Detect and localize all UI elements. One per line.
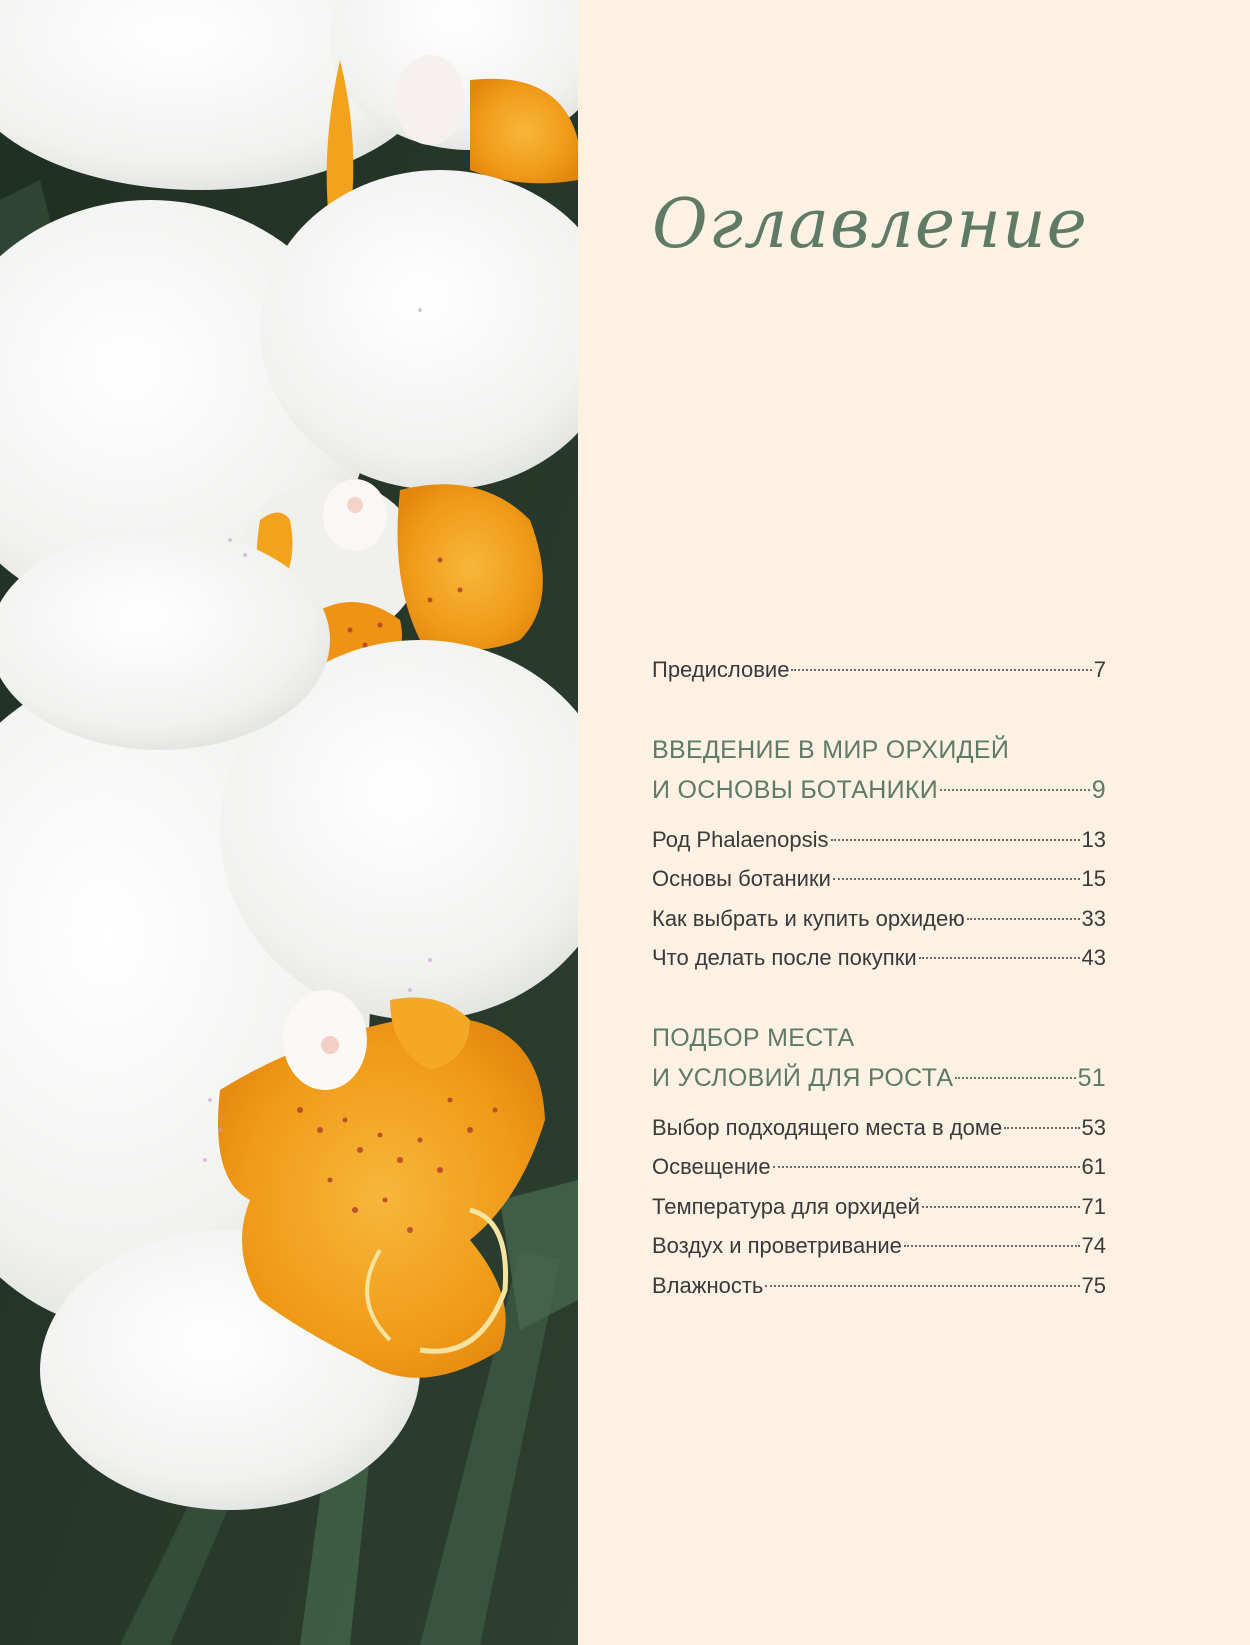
- toc-entry-label: Освещение: [652, 1154, 771, 1179]
- toc-entry[interactable]: [652, 859, 1106, 899]
- dot-leader: [765, 1285, 1079, 1287]
- dot-leader: [967, 918, 1080, 920]
- toc-entry-page: 13: [1081, 826, 1106, 852]
- toc-entry-page: 74: [1081, 1233, 1106, 1258]
- toc-entry[interactable]: [652, 1226, 1106, 1266]
- dot-leader: [773, 1166, 1080, 1168]
- toc-entry-page: 43: [1081, 945, 1106, 970]
- toc-section-1[interactable]: [652, 730, 1106, 810]
- toc-entry-label: Воздух и проветривание: [652, 1233, 902, 1258]
- dot-leader: [831, 839, 1080, 841]
- section-page: 9: [1091, 775, 1106, 804]
- toc-entry-label: Влажность: [652, 1272, 764, 1298]
- section-page: 51: [1077, 1063, 1106, 1092]
- dot-leader: [955, 1077, 1075, 1079]
- toc-entry[interactable]: [652, 1187, 1106, 1227]
- toc-entry-page: 61: [1081, 1154, 1106, 1179]
- toc-entry[interactable]: [652, 820, 1106, 860]
- section-title-line1: ВВЕДЕНИЕ В МИР ОРХИДЕЙ: [652, 735, 1010, 764]
- toc-entry[interactable]: [652, 1147, 1106, 1187]
- toc-entry[interactable]: [652, 1108, 1106, 1148]
- dot-leader: [791, 669, 1091, 671]
- toc-entry-label: Предисловие: [652, 657, 790, 682]
- toc-entry-label: Род Phalaenopsis: [652, 826, 829, 852]
- toc-entry-page: 33: [1081, 905, 1106, 931]
- section-title-line1: ПОДБОР МЕСТА: [652, 1023, 855, 1052]
- toc-entry-page: 71: [1081, 1193, 1106, 1219]
- toc-entry-label: Температура для орхидей: [652, 1193, 920, 1219]
- toc-entry-page: 15: [1081, 866, 1106, 891]
- dot-leader: [940, 789, 1090, 791]
- toc-entry-preface[interactable]: [652, 650, 1106, 690]
- page-title: Оглавление: [652, 185, 1088, 264]
- toc-entry[interactable]: [652, 1266, 1106, 1306]
- toc-entry-label: Как выбрать и купить орхидею: [652, 905, 965, 931]
- section-title-line2: И ОСНОВЫ БОТАНИКИ: [652, 775, 939, 804]
- toc-entry-page: 75: [1081, 1272, 1106, 1298]
- dot-leader: [919, 957, 1080, 959]
- toc-entry[interactable]: [652, 938, 1106, 978]
- dot-leader: [1004, 1127, 1079, 1129]
- dot-leader: [904, 1245, 1080, 1247]
- toc-entry-page: 53: [1081, 1114, 1106, 1140]
- toc-entry-label: Выбор подходящего места в доме: [652, 1114, 1003, 1140]
- toc-entry[interactable]: [652, 899, 1106, 939]
- toc-entry-page: 7: [1093, 657, 1106, 682]
- dot-leader: [922, 1206, 1080, 1208]
- section-title-line2: И УСЛОВИЙ ДЛЯ РОСТА: [652, 1063, 954, 1092]
- orchid-photo: [0, 0, 578, 1645]
- table-of-contents: [652, 650, 1106, 1305]
- toc-entry-label: Что делать после покупки: [652, 945, 917, 970]
- toc-section-2[interactable]: [652, 1018, 1106, 1098]
- dot-leader: [833, 878, 1080, 880]
- toc-entry-label: Основы ботаники: [652, 866, 831, 891]
